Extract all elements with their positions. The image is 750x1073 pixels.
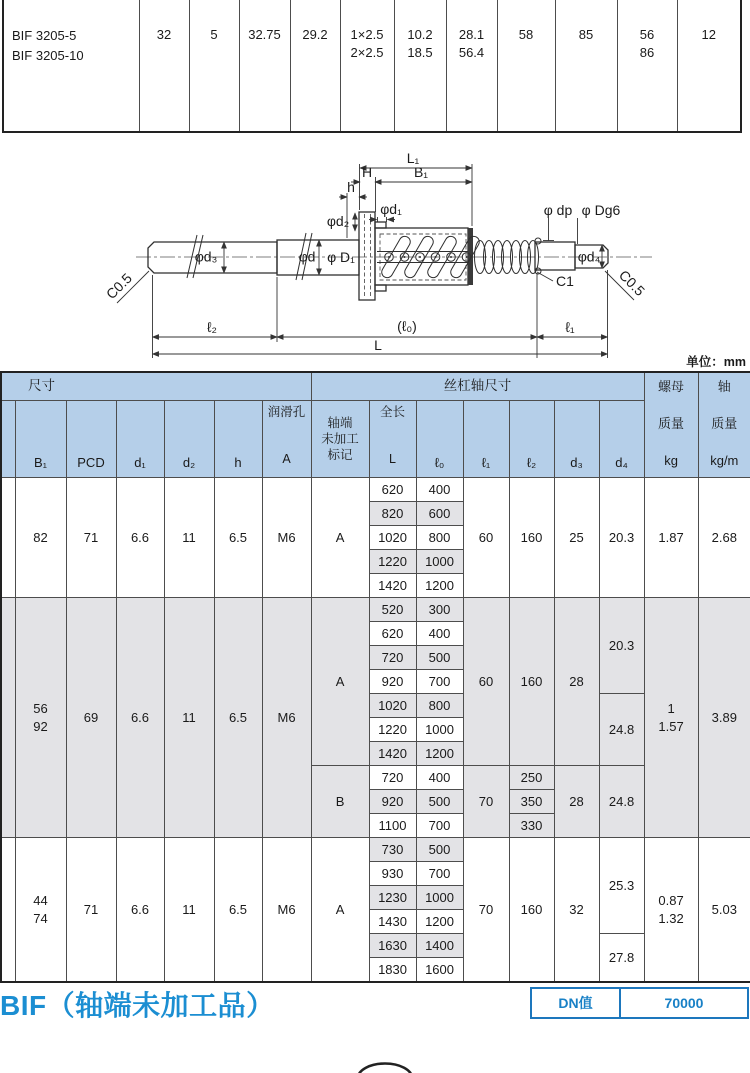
collar-shape bbox=[535, 242, 575, 270]
group-header-screw-shaft: 丝杠轴尺寸 bbox=[311, 372, 644, 401]
dim-label-l1: ℓ₁ bbox=[565, 319, 575, 335]
dn-value-cell: 70000 bbox=[664, 995, 704, 1011]
L-cell: 1230 bbox=[369, 886, 416, 910]
L-cell: 520 bbox=[369, 598, 416, 622]
shaft-mass-cell: 5.03 bbox=[698, 838, 750, 983]
flange-shape bbox=[359, 212, 375, 300]
h-cell: 6.5 bbox=[214, 838, 262, 983]
value-cell: 12 bbox=[677, 0, 741, 132]
h-cell: 6.5 bbox=[214, 598, 262, 838]
spec-section bbox=[1, 838, 750, 983]
value-cell: 1×2.5 2×2.5 bbox=[340, 0, 394, 132]
l0-cell: 1000 bbox=[416, 718, 463, 742]
dim-label-D1: φ D₁ bbox=[327, 249, 355, 265]
table-row bbox=[3, 0, 741, 132]
L-cell: 730 bbox=[369, 838, 416, 862]
l1-cell: 60 bbox=[463, 478, 509, 598]
L-cell: 620 bbox=[369, 622, 416, 646]
b1-cell: 44 74 bbox=[15, 838, 66, 983]
table-row bbox=[1, 598, 750, 622]
header-total-length: 全长 L bbox=[369, 401, 416, 478]
L-cell: 1420 bbox=[369, 742, 416, 766]
l0-cell: 1000 bbox=[416, 550, 463, 574]
header-row-subs bbox=[1, 401, 750, 478]
value-cell: 32 bbox=[139, 0, 189, 132]
l0-cell: 700 bbox=[416, 862, 463, 886]
dim-label-l2: ℓ₂ bbox=[207, 319, 217, 335]
d1-cell: 6.6 bbox=[116, 838, 164, 983]
spec-table bbox=[0, 371, 750, 983]
value-cell: 10.2 18.5 bbox=[394, 0, 446, 132]
l0-cell: 1200 bbox=[416, 574, 463, 598]
l0-cell: 800 bbox=[416, 526, 463, 550]
column-header: ℓ₁ bbox=[463, 401, 509, 478]
dim-label-C1: C1 bbox=[556, 273, 574, 289]
dim-label-L1: L₁ bbox=[406, 150, 420, 166]
pcd-cell: 69 bbox=[66, 598, 116, 838]
mark-cell: A bbox=[311, 838, 369, 983]
dim-label-l0: (ℓ₀) bbox=[397, 318, 417, 334]
L-cell: 1220 bbox=[369, 550, 416, 574]
value-cell: 32.75 bbox=[239, 0, 290, 132]
lube-hole-cell: M6 bbox=[262, 838, 311, 983]
table-row bbox=[1, 478, 750, 502]
dim-label-Dg6: φ Dg6 bbox=[581, 202, 621, 218]
l0-cell: 700 bbox=[416, 814, 463, 838]
dn-label-cell: DN值 bbox=[532, 989, 621, 1017]
d3-cell: 32 bbox=[554, 838, 599, 983]
lube-hole-cell: M6 bbox=[262, 598, 311, 838]
L-cell: 1430 bbox=[369, 910, 416, 934]
l0-cell: 1000 bbox=[416, 886, 463, 910]
pcd-cell: 71 bbox=[66, 838, 116, 983]
d2-cell: 11 bbox=[164, 478, 214, 598]
dim-label-C05-right: C0.5 bbox=[615, 266, 649, 300]
d4-cell: 25.3 bbox=[599, 838, 644, 934]
cut-off-circle-graphic bbox=[345, 1059, 425, 1073]
lube-hole-cell: M6 bbox=[262, 478, 311, 598]
dim-label-C05-left: C0.5 bbox=[102, 269, 136, 303]
dim-label-d2: φd₂ bbox=[326, 213, 350, 229]
header-lube-hole: 润滑孔 A bbox=[262, 401, 311, 478]
shaft-mass-cell: 2.68 bbox=[698, 478, 750, 598]
L-cell: 930 bbox=[369, 862, 416, 886]
header-row-groups bbox=[1, 372, 750, 401]
L-cell: 720 bbox=[369, 646, 416, 670]
l0-cell: 700 bbox=[416, 670, 463, 694]
l2-cell: 160 bbox=[509, 598, 554, 766]
dim-label-d3: φd₃ bbox=[194, 248, 218, 265]
d4-cell: 20.3 bbox=[599, 478, 644, 598]
l2-cell: 160 bbox=[509, 478, 554, 598]
spec-section bbox=[1, 598, 750, 838]
d3-cell: 28 bbox=[554, 766, 599, 838]
L-cell: 1020 bbox=[369, 694, 416, 718]
L-cell: 1420 bbox=[369, 574, 416, 598]
shaft-mass-cell: 3.89 bbox=[698, 598, 750, 838]
column-header: PCD bbox=[66, 401, 116, 478]
dim-label-L: L bbox=[374, 337, 382, 353]
l0-cell: 400 bbox=[416, 766, 463, 790]
d1-cell: 6.6 bbox=[116, 598, 164, 838]
column-header: B₁ bbox=[15, 401, 66, 478]
model-cell: BIF 3205-5 BIF 3205-10 bbox=[3, 0, 139, 132]
d4-cell: 24.8 bbox=[599, 694, 644, 766]
value-cell: 28.1 56.4 bbox=[446, 0, 497, 132]
dim-label-h: h bbox=[347, 179, 355, 195]
l1-cell: 60 bbox=[463, 598, 509, 766]
edge-cell bbox=[1, 478, 15, 598]
mark-cell: A bbox=[311, 478, 369, 598]
l0-cell: 400 bbox=[416, 622, 463, 646]
group-header-dimensions: 尺寸 bbox=[1, 372, 311, 401]
edge-cell bbox=[1, 838, 15, 983]
header-shaft-mass: 轴 质量 kg/m bbox=[698, 372, 750, 478]
value-cell: 29.2 bbox=[290, 0, 340, 132]
value-cell: 5 bbox=[189, 0, 239, 132]
L-cell: 1020 bbox=[369, 526, 416, 550]
l0-cell: 500 bbox=[416, 790, 463, 814]
nut-mass-cell: 1.87 bbox=[644, 478, 698, 598]
d2-cell: 11 bbox=[164, 598, 214, 838]
nut-mass-cell: 1 1.57 bbox=[644, 598, 698, 838]
d2-cell: 11 bbox=[164, 838, 214, 983]
l0-cell: 300 bbox=[416, 598, 463, 622]
page-title: BIF（轴端未加工品） bbox=[0, 990, 275, 1021]
d4-cell: 27.8 bbox=[599, 934, 644, 983]
column-header: d₃ bbox=[554, 401, 599, 478]
edge-cell bbox=[1, 598, 15, 838]
header-shaft-end-mark: 轴端 未加工 标记 bbox=[311, 401, 369, 478]
d4-cell: 20.3 bbox=[599, 598, 644, 694]
dim-label-d4: φd₄ bbox=[577, 248, 601, 265]
l0-cell: 1200 bbox=[416, 910, 463, 934]
table-row bbox=[1, 838, 750, 862]
l0-cell: 800 bbox=[416, 694, 463, 718]
column-header: d₄ bbox=[599, 401, 644, 478]
ball-screw-diagram bbox=[0, 130, 750, 370]
l1-cell: 70 bbox=[463, 838, 509, 983]
l0-cell: 1400 bbox=[416, 934, 463, 958]
dim-label-B1: B₁ bbox=[413, 164, 429, 180]
L-cell: 820 bbox=[369, 502, 416, 526]
d4-cell: 24.8 bbox=[599, 766, 644, 838]
value-cell: 56 86 bbox=[617, 0, 677, 132]
value-cell: 85 bbox=[555, 0, 617, 132]
d3-cell: 25 bbox=[554, 478, 599, 598]
header-cut-column bbox=[1, 401, 15, 478]
L-cell: 1830 bbox=[369, 958, 416, 983]
h-cell: 6.5 bbox=[214, 478, 262, 598]
l0-cell: 1600 bbox=[416, 958, 463, 983]
L-cell: 1630 bbox=[369, 934, 416, 958]
L-cell: 920 bbox=[369, 670, 416, 694]
d1-cell: 6.6 bbox=[116, 478, 164, 598]
b1-cell: 82 bbox=[15, 478, 66, 598]
l2-cell: 330 bbox=[509, 814, 554, 838]
l0-cell: 500 bbox=[416, 646, 463, 670]
L-cell: 1100 bbox=[369, 814, 416, 838]
L-cell: 1220 bbox=[369, 718, 416, 742]
nut-mass-cell: 0.87 1.32 bbox=[644, 838, 698, 983]
dim-label-dp: φ dp bbox=[543, 202, 573, 218]
column-header: ℓ₀ bbox=[416, 401, 463, 478]
l2-cell: 160 bbox=[509, 838, 554, 983]
l0-cell: 500 bbox=[416, 838, 463, 862]
unit-note: 单位：mm bbox=[686, 355, 746, 369]
mark-cell: A bbox=[311, 598, 369, 766]
L-cell: 920 bbox=[369, 790, 416, 814]
column-header: d₂ bbox=[164, 401, 214, 478]
l2-cell: 250 bbox=[509, 766, 554, 790]
b1-cell: 56 92 bbox=[15, 598, 66, 838]
column-header: h bbox=[214, 401, 262, 478]
pcd-cell: 71 bbox=[66, 478, 116, 598]
header-nut-mass: 螺母 质量 kg bbox=[644, 372, 698, 478]
dim-label-d: φd bbox=[298, 248, 316, 265]
column-header: d₁ bbox=[116, 401, 164, 478]
dim-label-d1: φd₁ bbox=[380, 201, 402, 217]
d3-cell: 28 bbox=[554, 598, 599, 766]
l0-cell: 400 bbox=[416, 478, 463, 502]
column-header: ℓ₂ bbox=[509, 401, 554, 478]
l0-cell: 600 bbox=[416, 502, 463, 526]
value-cell: 58 bbox=[497, 0, 555, 132]
model-spec-table bbox=[2, 0, 742, 133]
dim-label-H: H bbox=[361, 164, 373, 180]
dn-value-table bbox=[530, 987, 749, 1019]
L-cell: 720 bbox=[369, 766, 416, 790]
L-cell: 620 bbox=[369, 478, 416, 502]
spec-section bbox=[1, 478, 750, 598]
l1-cell: 70 bbox=[463, 766, 509, 838]
mark-cell: B bbox=[311, 766, 369, 838]
l0-cell: 1200 bbox=[416, 742, 463, 766]
l2-cell: 350 bbox=[509, 790, 554, 814]
